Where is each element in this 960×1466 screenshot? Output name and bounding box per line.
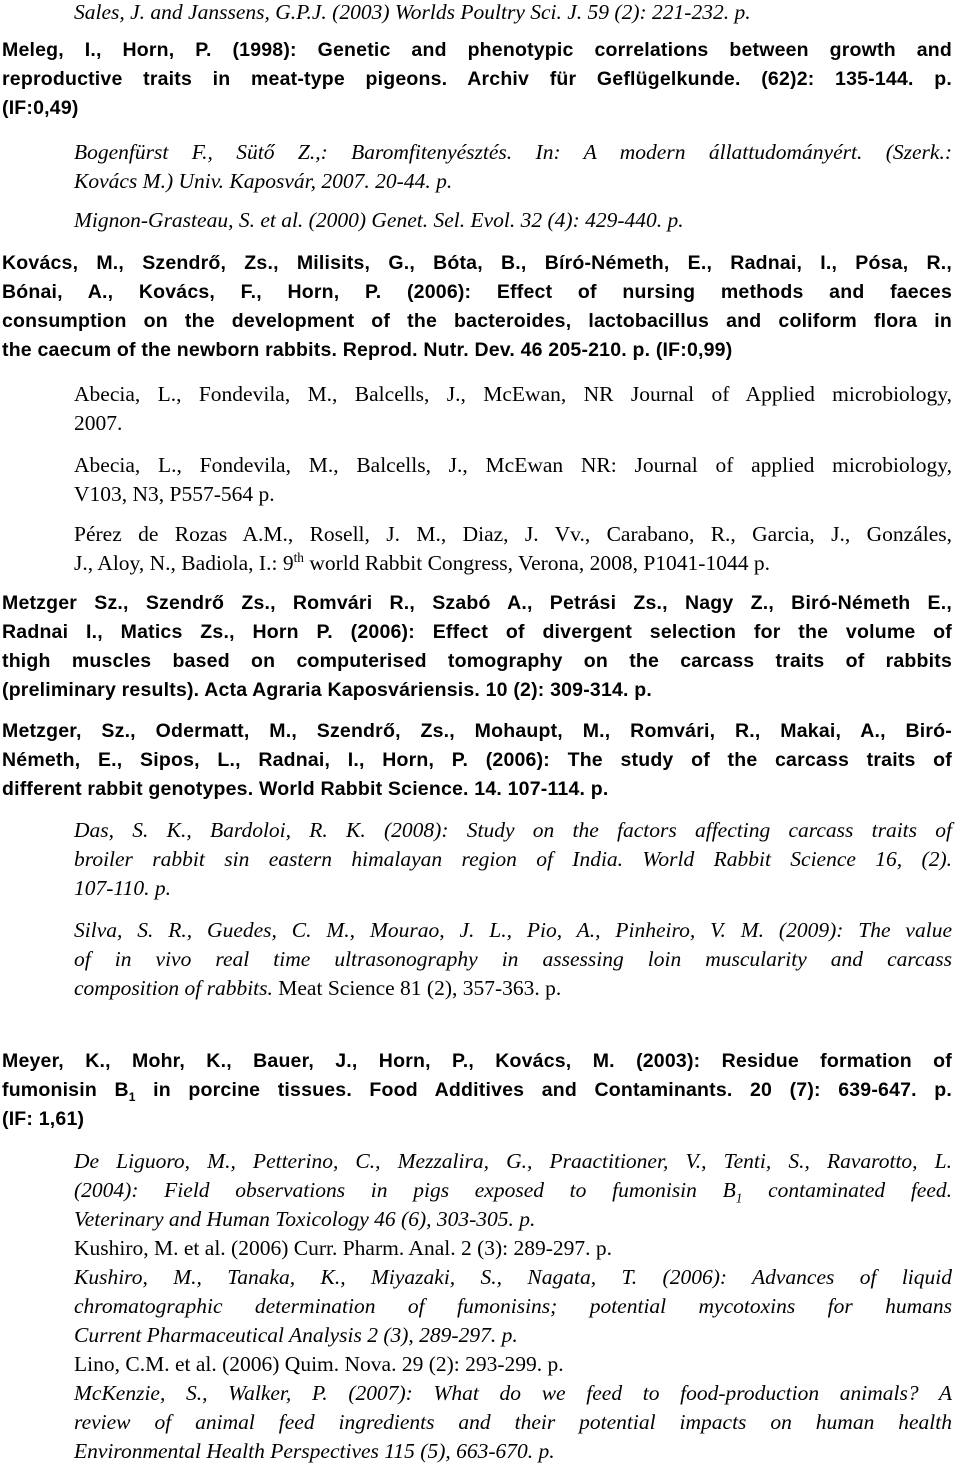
reference-line: thigh muscles based on computerised tomography on the carcass traits of rabbits <box>2 650 952 672</box>
reference-line: Kovács, M., Szendrő, Zs., Milisits, G., Bóta, B., Bíró-Németh, E., Radnai, I., Pósa, R., <box>2 252 952 274</box>
reference-line: J., Aloy, N., Badiola, I.: 9th world Rabbit Congress, Verona, 2008, P1041-1044 p. <box>74 549 770 575</box>
reference-bogenfurst-2007 <box>74 138 952 196</box>
reference-line: Meleg, I., Horn, P. (1998): Genetic and phenotypic correlations between growth and <box>2 39 952 61</box>
reference-line: Kushiro, M., Tanaka, K., Miyazaki, S., Nagata, T. (2006): Advances of liquid <box>74 1265 952 1289</box>
reference-metzger-2006b <box>2 717 952 804</box>
reference-line: reproductive traits in meat-type pigeons. Archiv für Geflügelkunde. (62)2: 135-144. p. <box>2 68 952 90</box>
reference-line: fumonisin $B_1$ in porcine tissues. Food Additives and Contaminants. 20 (7): 639-647. p. <box>2 1079 953 1104</box>
reference-line: (IF:0,49) <box>2 97 79 119</box>
reference-line: Mignon-Grasteau, S. et al. (2000) Genet. Sel. Evol. 32 (4): 429-440. p. <box>74 208 684 232</box>
reference-line: (IF: 1,61) <box>2 1108 85 1130</box>
reference-sales-2003 <box>74 0 952 27</box>
reference-line: Bogenfürst F., Sütő Z.,: Baromfitenyésztés. In: A modern állattudományért. (Szerk.: <box>74 140 952 164</box>
reference-line: Abecia, L., Fondevila, M., Balcells, J., McEwan, NR Journal of Applied microbiology, <box>74 382 952 406</box>
reference-line: De Liguoro, M., Petterino, C., Mezzalira, G., Praactitioner, V., Tenti, S., Ravarotto, L. <box>74 1149 952 1173</box>
reference-line: Kovács M.) Univ. Kaposvár, 2007. 20-44. p. <box>74 169 453 193</box>
reference-abecia-v103 <box>74 451 952 509</box>
reference-line: Veterinary and Human Toxicology 46 (6), 303-305. p. <box>74 1207 536 1231</box>
reference-mignon-2000 <box>74 206 952 235</box>
reference-line: Metzger Sz., Szendrő Zs., Romvári R., Szabó A., Petrási Zs., Nagy Z., Biró-Németh E., <box>2 592 952 614</box>
reference-metzger-2006a <box>2 589 952 705</box>
reference-line: consumption on the development of the bacteroides, lactobacillus and coliform flora in <box>2 310 952 332</box>
reference-line: Németh, E., Sipos, L., Radnai, I., Horn, P. (2006): The study of the carcass traits of <box>2 749 952 771</box>
reference-line: Bónai, A., Kovács, F., Horn, P. (2006): Effect of nursing methods and faeces <box>2 281 952 303</box>
reference-silva-2009 <box>74 916 952 1003</box>
reference-line: broiler rabbit sin eastern himalayan region of India. World Rabbit Science 16, (2). <box>74 847 952 871</box>
reference-line: review of animal feed ingredients and their potential impacts on human health <box>74 1410 952 1434</box>
reference-line: Das, S. K., Bardoloi, R. K. (2008): Study on the factors affecting carcass traits of <box>74 818 952 842</box>
reference-line: Silva, S. R., Guedes, C. M., Mourao, J. L., Pio, A., Pinheiro, V. M. (2009): The value <box>74 918 952 942</box>
reference-line: different rabbit genotypes. World Rabbit Science. 14. 107-114. p. <box>2 778 609 800</box>
reference-line: Metzger, Sz., Odermatt, M., Szendrő, Zs., Mohaupt, M., Romvári, R., Makai, A., Biró- <box>2 720 952 742</box>
reference-line: V103, N3, P557-564 p. <box>74 482 275 506</box>
reference-meleg-1998 <box>2 36 952 123</box>
reference-abecia-2007 <box>74 380 952 438</box>
reference-line: Kushiro, M. et al. (2006) Curr. Pharm. Anal. 2 (3): 289-297. p. <box>74 1236 613 1260</box>
reference-das-2008 <box>74 816 952 903</box>
reference-line: chromatographic determination of fumonisins; potential mycotoxins for humans <box>74 1294 952 1318</box>
reference-line: Pérez de Rozas A.M., Rosell, J. M., Diaz, J. Vv., Carabano, R., Garcia, J., Gonzáles, <box>74 522 952 546</box>
reference-line: McKenzie, S., Walker, P. (2007): What do we feed to food-production animals? A <box>74 1381 952 1405</box>
reference-line: Sales, J. and Janssens, G.P.J. (2003) Worlds Poultry Sci. J. 59 (2): 221-232. p. <box>74 0 751 24</box>
reference-line: Abecia, L., Fondevila, M., Balcells, J., McEwan NR: Journal of applied microbiology, <box>74 453 952 477</box>
reference-line: 107-110. p. <box>74 876 171 900</box>
reference-line: (2004): Field observations in pigs exposed to fumonisin $B_1$ contaminated feed. <box>74 1178 953 1206</box>
reference-kushiro-a <box>74 1234 952 1263</box>
reference-lino-2006 <box>74 1350 952 1379</box>
reference-line: Meyer, K., Mohr, K., Bauer, J., Horn, P., Kovács, M. (2003): Residue formation of <box>2 1050 952 1072</box>
reference-kushiro-b <box>74 1263 952 1350</box>
reference-line: composition of rabbits. Meat Science 81 (2), 357-363. p. <box>74 976 562 1000</box>
reference-line: the caecum of the newborn rabbits. Reprod. Nutr. Dev. 46 205-210. p. (IF:0,99) <box>2 339 733 361</box>
chemical-subscript: 1 <box>128 1089 136 1104</box>
ordinal-superscript: th <box>293 549 304 565</box>
reference-line: Lino, C.M. et al. (2006) Quim. Nova. 29 (2): 293-299. p. <box>74 1352 564 1376</box>
reference-kovacs-2006 <box>2 249 952 365</box>
reference-deliguoro-2004 <box>74 1147 952 1234</box>
reference-line: (preliminary results). Acta Agraria Kaposváriensis. 10 (2): 309-314. p. <box>2 679 653 701</box>
reference-perez-2008 <box>74 520 952 578</box>
reference-line: 2007. <box>74 411 123 435</box>
reference-line: Radnai I., Matics Zs., Horn P. (2006): Effect of divergent selection for the volume of <box>2 621 952 643</box>
chemical-subscript: 1 <box>735 1190 743 1206</box>
reference-mckenzie-2007 <box>74 1379 952 1466</box>
reference-meyer-2003 <box>2 1047 952 1134</box>
reference-line: Environmental Health Perspectives 115 (5), 663-670. p. <box>74 1439 555 1463</box>
reference-line: Current Pharmaceutical Analysis 2 (3), 289-297. p. <box>74 1323 518 1347</box>
reference-line: of in vivo real time ultrasonography in assessing loin muscularity and carcass <box>74 947 952 971</box>
